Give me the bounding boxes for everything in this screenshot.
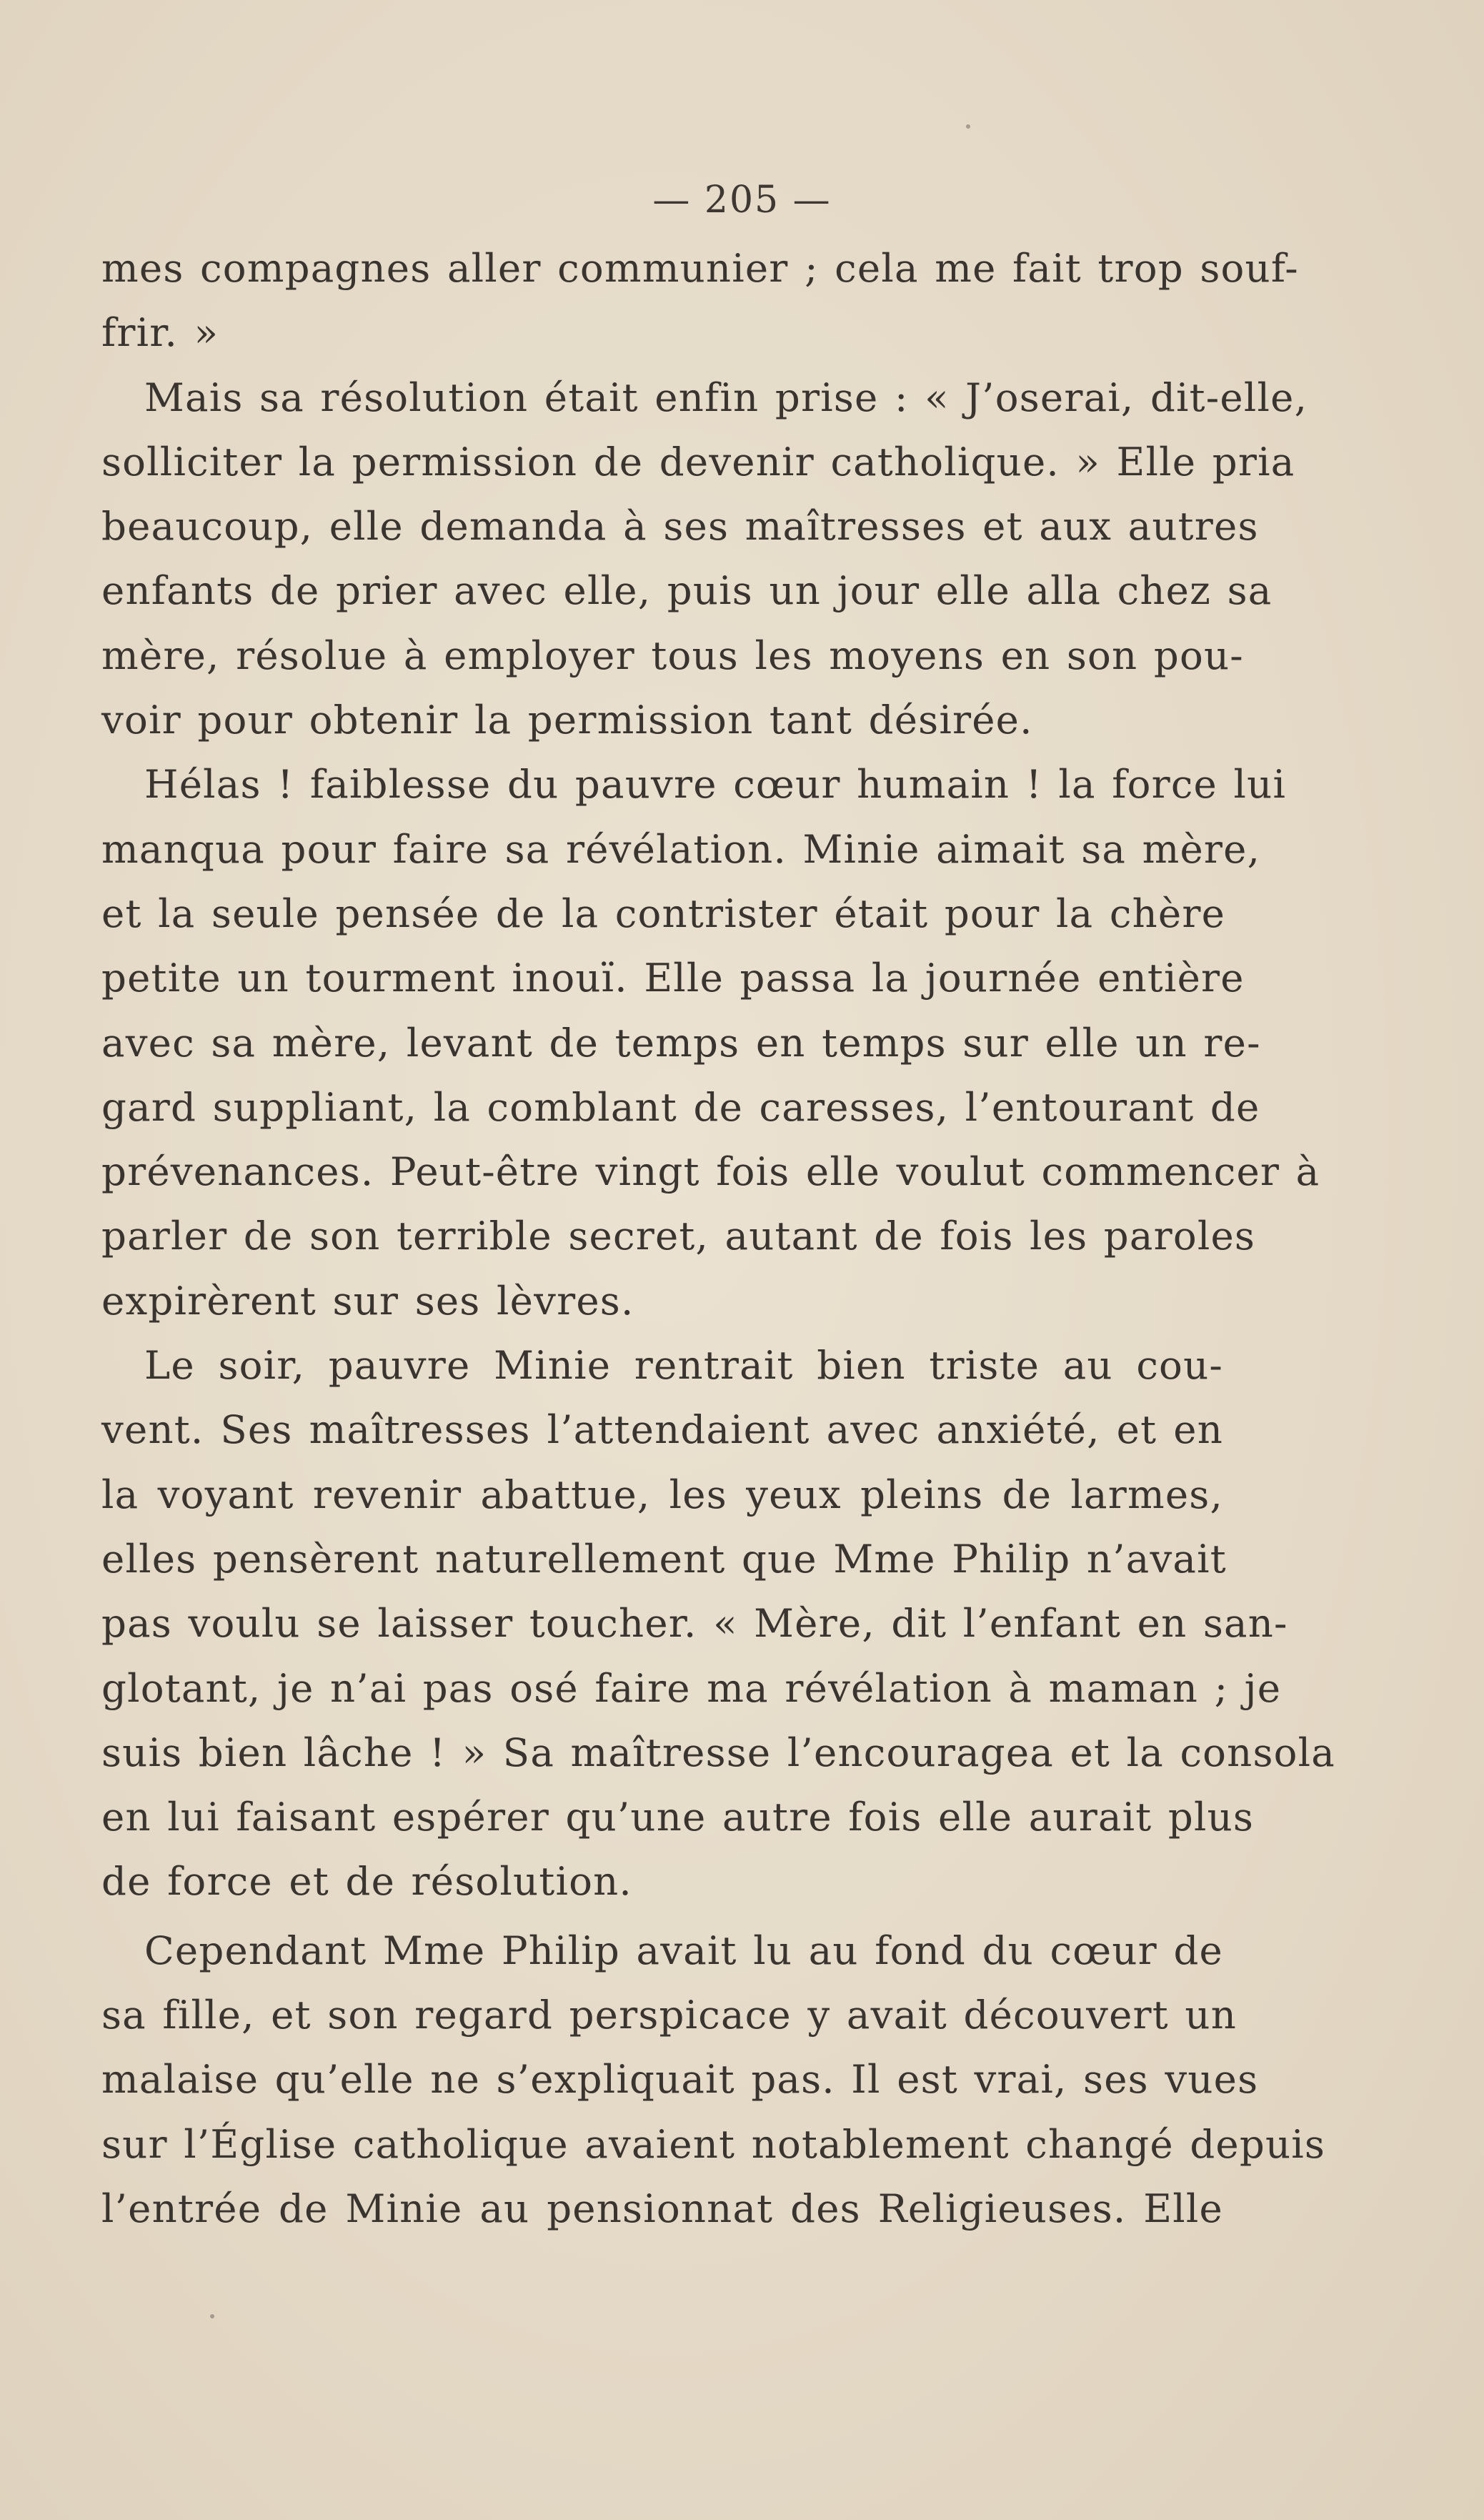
text-line: gard suppliant, la comblant de caresses, l’entourant de bbox=[101, 1083, 1260, 1130]
text-line: vent. Ses maîtresses l’attendaient avec anxiété, et en bbox=[101, 1407, 1223, 1453]
text-line: et la seule pensée de la contrister était pour la chère bbox=[101, 890, 1226, 936]
text-line: voir pour obtenir la permission tant désirée. bbox=[101, 697, 1033, 743]
text-line: sur l’Église catholique avaient notablement changé depuis bbox=[101, 2120, 1326, 2167]
body-text bbox=[101, 236, 1335, 2241]
text-line: malaise qu’elle ne s’expliquait pas. Il est vrai, ses vues bbox=[101, 2056, 1259, 2103]
page-number: — 205 — bbox=[652, 179, 832, 222]
text-line: enfants de prier avec elle, puis un jour elle alla chez sa bbox=[101, 567, 1273, 614]
text-line: parler de son terrible secret, autant de fois les paroles bbox=[101, 1213, 1256, 1259]
text-line: mes compagnes aller communier ; cela me fait trop souf- bbox=[101, 245, 1299, 291]
text-line: Hélas ! faiblesse du pauvre cœur humain ! la force lui bbox=[144, 761, 1287, 808]
text-line: Cependant Mme Philip avait lu au fond du cœur de bbox=[144, 1927, 1223, 1973]
text-line: en lui faisant espérer qu’une autre fois elle aurait plus bbox=[101, 1794, 1255, 1840]
text-line: avec sa mère, levant de temps en temps sur elle un re- bbox=[101, 1019, 1261, 1066]
text-line: sa fille, et son regard perspicace y avait découvert un bbox=[101, 1992, 1238, 2038]
text-line: glotant, je n’ai pas osé faire ma révélation à maman ; je bbox=[101, 1665, 1282, 1711]
text-line: solliciter la permission de devenir catholique. » Elle pria bbox=[101, 438, 1295, 485]
paper-speck bbox=[966, 124, 970, 129]
text-line: la voyant revenir abattue, les yeux pleins de larmes, bbox=[101, 1471, 1223, 1517]
text-line: expirèrent sur ses lèvres. bbox=[101, 1277, 634, 1324]
text-line: prévenances. Peut-être vingt fois elle voulut commencer à bbox=[101, 1149, 1320, 1195]
text-line: Le soir, pauvre Minie rentrait bien triste au cou- bbox=[144, 1342, 1223, 1389]
text-line: de force et de résolution. bbox=[101, 1858, 632, 1905]
text-line: petite un tourment inouï. Elle passa la journée entière bbox=[101, 955, 1245, 1001]
text-line: elles pensèrent naturellement que Mme Philip n’avait bbox=[101, 1535, 1227, 1582]
text-line: pas voulu se laisser toucher. « Mère, dit l’enfant en san- bbox=[101, 1600, 1288, 1647]
text-line: manqua pour faire sa révélation. Minie aimait sa mère, bbox=[101, 825, 1261, 872]
text-line: mère, résolue à employer tous les moyens en son pou- bbox=[101, 632, 1244, 678]
paper-speck bbox=[210, 2314, 214, 2318]
text-line: beaucoup, elle demanda à ses maîtresses et aux autres bbox=[101, 503, 1259, 550]
text-line: l’entrée de Minie au pensionnat des Religieuses. Elle bbox=[101, 2185, 1223, 2231]
text-line: frir. » bbox=[101, 309, 219, 356]
text-line: Mais sa résolution était enfin prise : « J’oserai, dit-elle, bbox=[144, 374, 1308, 420]
text-line: suis bien lâche ! » Sa maîtresse l’encouragea et la consola bbox=[101, 1729, 1335, 1775]
